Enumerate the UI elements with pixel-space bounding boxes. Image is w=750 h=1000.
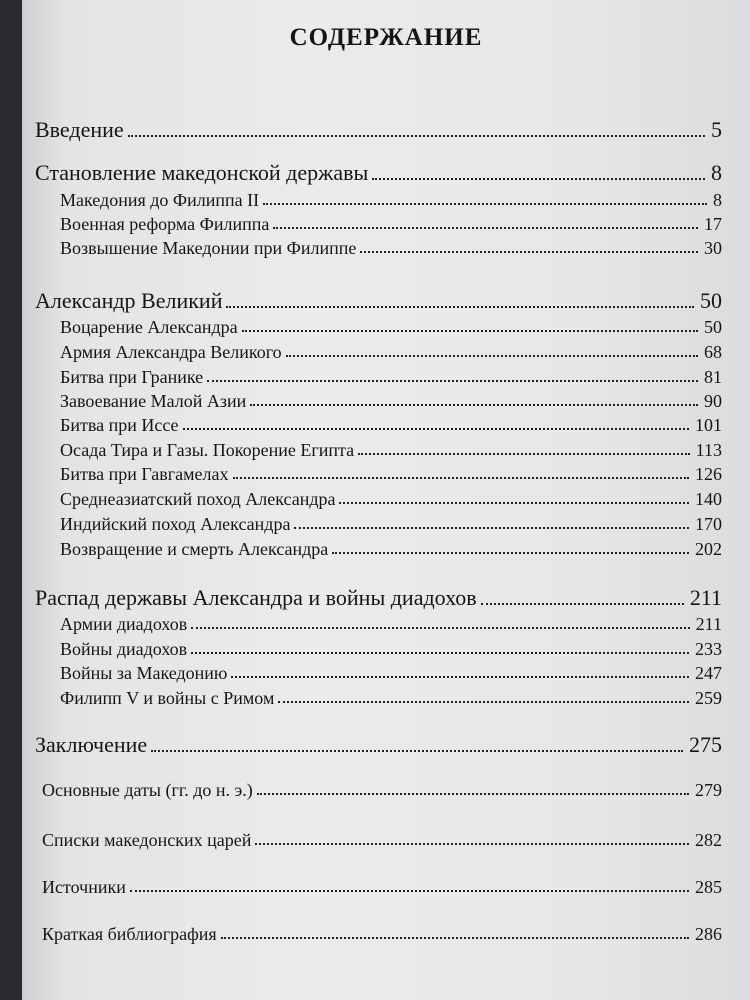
toc-entry-page: 211 [695, 614, 722, 634]
toc-entry-page: 68 [704, 342, 722, 362]
dot-leader [221, 937, 689, 939]
toc-entry-page: 81 [704, 367, 722, 387]
dot-leader [278, 701, 689, 703]
toc-entry-sources [42, 878, 722, 896]
dot-leader [263, 203, 707, 205]
toc-entry-page: 113 [695, 440, 722, 460]
toc-entry-label: Распад державы Александра и войны диадохов [35, 585, 477, 610]
toc-entry-page: 5 [711, 117, 722, 142]
toc-entry-label: Филипп V и войны с Римом [60, 688, 275, 708]
toc-entry-chapter [60, 343, 722, 361]
toc-entry-page: 247 [695, 663, 722, 683]
toc-entry-label: Армии диадохов [60, 614, 188, 634]
toc-entry-part-2 [35, 290, 722, 312]
toc-entry-chapter [60, 215, 722, 233]
toc-entry-page: 233 [695, 639, 722, 659]
toc-entry-chapter [60, 465, 722, 483]
toc-entry-chapter [60, 392, 722, 410]
toc-entry-part-1 [35, 162, 722, 184]
toc-entry-label: Воцарение Александра [60, 317, 238, 337]
dot-leader [294, 527, 689, 529]
toc-entry-page: 17 [704, 214, 722, 234]
toc-entry-chapter [60, 515, 722, 533]
toc-entry-kings [42, 831, 722, 849]
dot-leader [372, 178, 705, 180]
dot-leader [130, 890, 689, 892]
toc-entry-label: Битва при Гранике [60, 367, 204, 387]
toc-entry-chapter [60, 490, 722, 508]
toc-entry-label: Индийский поход Александра [60, 514, 291, 534]
toc-entry-page: 202 [695, 539, 722, 559]
toc-entry-page: 285 [695, 877, 722, 897]
toc-entry-bibliography [42, 925, 722, 943]
toc-entry-page: 30 [704, 238, 722, 258]
toc-entry-label: Битва при Иссе [60, 415, 179, 435]
dot-leader [191, 627, 689, 629]
toc-entry-chapter [60, 239, 722, 257]
toc-entry-label: Военная реформа Филиппа [60, 214, 270, 234]
dot-leader [250, 404, 698, 406]
dot-leader [255, 843, 689, 845]
toc-entry-chapter [60, 540, 722, 558]
toc-entry-label: Александр Великий [35, 288, 223, 313]
toc-entry-chapter [60, 318, 722, 336]
book-page [22, 0, 750, 1000]
toc-entry-page: 170 [695, 514, 722, 534]
dot-leader [358, 453, 690, 455]
toc-entry-label: Македония до Филиппа II [60, 190, 260, 210]
toc-entry-chapter [60, 191, 722, 209]
dot-leader [183, 428, 689, 430]
toc-entry-label: Армия Александра Великого [60, 342, 282, 362]
toc-entry-chapter [60, 664, 722, 682]
toc-entry-page: 275 [689, 732, 722, 757]
toc-entry-label: Основные даты (гг. до н. э.) [42, 780, 253, 800]
dot-leader [128, 135, 705, 137]
dot-leader [151, 750, 683, 752]
page-title: СОДЕРЖАНИЕ [289, 24, 483, 51]
dot-leader [257, 793, 689, 795]
dot-leader [191, 652, 689, 654]
dot-leader [242, 330, 698, 332]
dot-leader [332, 552, 689, 554]
toc-entry-page: 8 [711, 160, 722, 185]
toc-entry-chapter [60, 640, 722, 658]
dot-leader [233, 477, 689, 479]
toc-entry-label: Войны за Македонию [60, 663, 228, 683]
dot-leader [226, 306, 694, 308]
toc-entry-chapter [60, 441, 722, 459]
toc-entry-label: Списки македонских царей [42, 830, 252, 850]
toc-entry-chapter [60, 368, 722, 386]
toc-entry-label: Краткая библиография [42, 924, 217, 944]
toc-entry-dates [42, 781, 722, 799]
toc-entry-label: Осада Тира и Газы. Покорение Египта [60, 440, 355, 460]
toc-entry-label: Возвращение и смерть Александра [60, 539, 329, 559]
toc-entry-label: Становление македонской державы [35, 160, 369, 185]
dot-leader [339, 502, 689, 504]
toc-entry-page: 140 [695, 489, 722, 509]
toc-entry-label: Битва при Гавгамелах [60, 464, 229, 484]
toc-entry-page: 126 [695, 464, 722, 484]
toc-entry-label: Возвышение Македонии при Филиппе [60, 238, 357, 258]
toc-entry-conclusion [35, 734, 722, 756]
toc-entry-label: Источники [42, 877, 126, 897]
toc-entry-page: 90 [704, 391, 722, 411]
toc-entry-part-3 [35, 587, 722, 609]
dot-leader [273, 227, 698, 229]
toc-entry-label: Заключение [35, 732, 148, 757]
toc-entry-page: 50 [700, 288, 722, 313]
toc-entry-chapter [60, 615, 722, 633]
toc-entry-page: 50 [704, 317, 722, 337]
dot-leader [207, 380, 698, 382]
toc-entry-label: Введение [35, 117, 124, 142]
toc-entry-intro [35, 119, 722, 141]
toc-entry-page: 259 [695, 688, 722, 708]
toc-entry-chapter [60, 416, 722, 434]
dot-leader [231, 676, 689, 678]
dot-leader [286, 355, 698, 357]
toc-entry-page: 101 [695, 415, 722, 435]
dot-leader [481, 603, 684, 605]
toc-entry-page: 8 [713, 190, 722, 210]
toc-entry-chapter [60, 689, 722, 707]
toc-entry-page: 282 [695, 830, 722, 850]
toc-entry-label: Войны диадохов [60, 639, 188, 659]
toc-entry-label: Завоевание Малой Азии [60, 391, 247, 411]
toc-entry-label: Среднеазиатский поход Александра [60, 489, 336, 509]
toc-entry-page: 279 [695, 780, 722, 800]
toc-entry-page: 286 [695, 924, 722, 944]
toc-entry-page: 211 [689, 585, 722, 610]
dot-leader [360, 251, 698, 253]
